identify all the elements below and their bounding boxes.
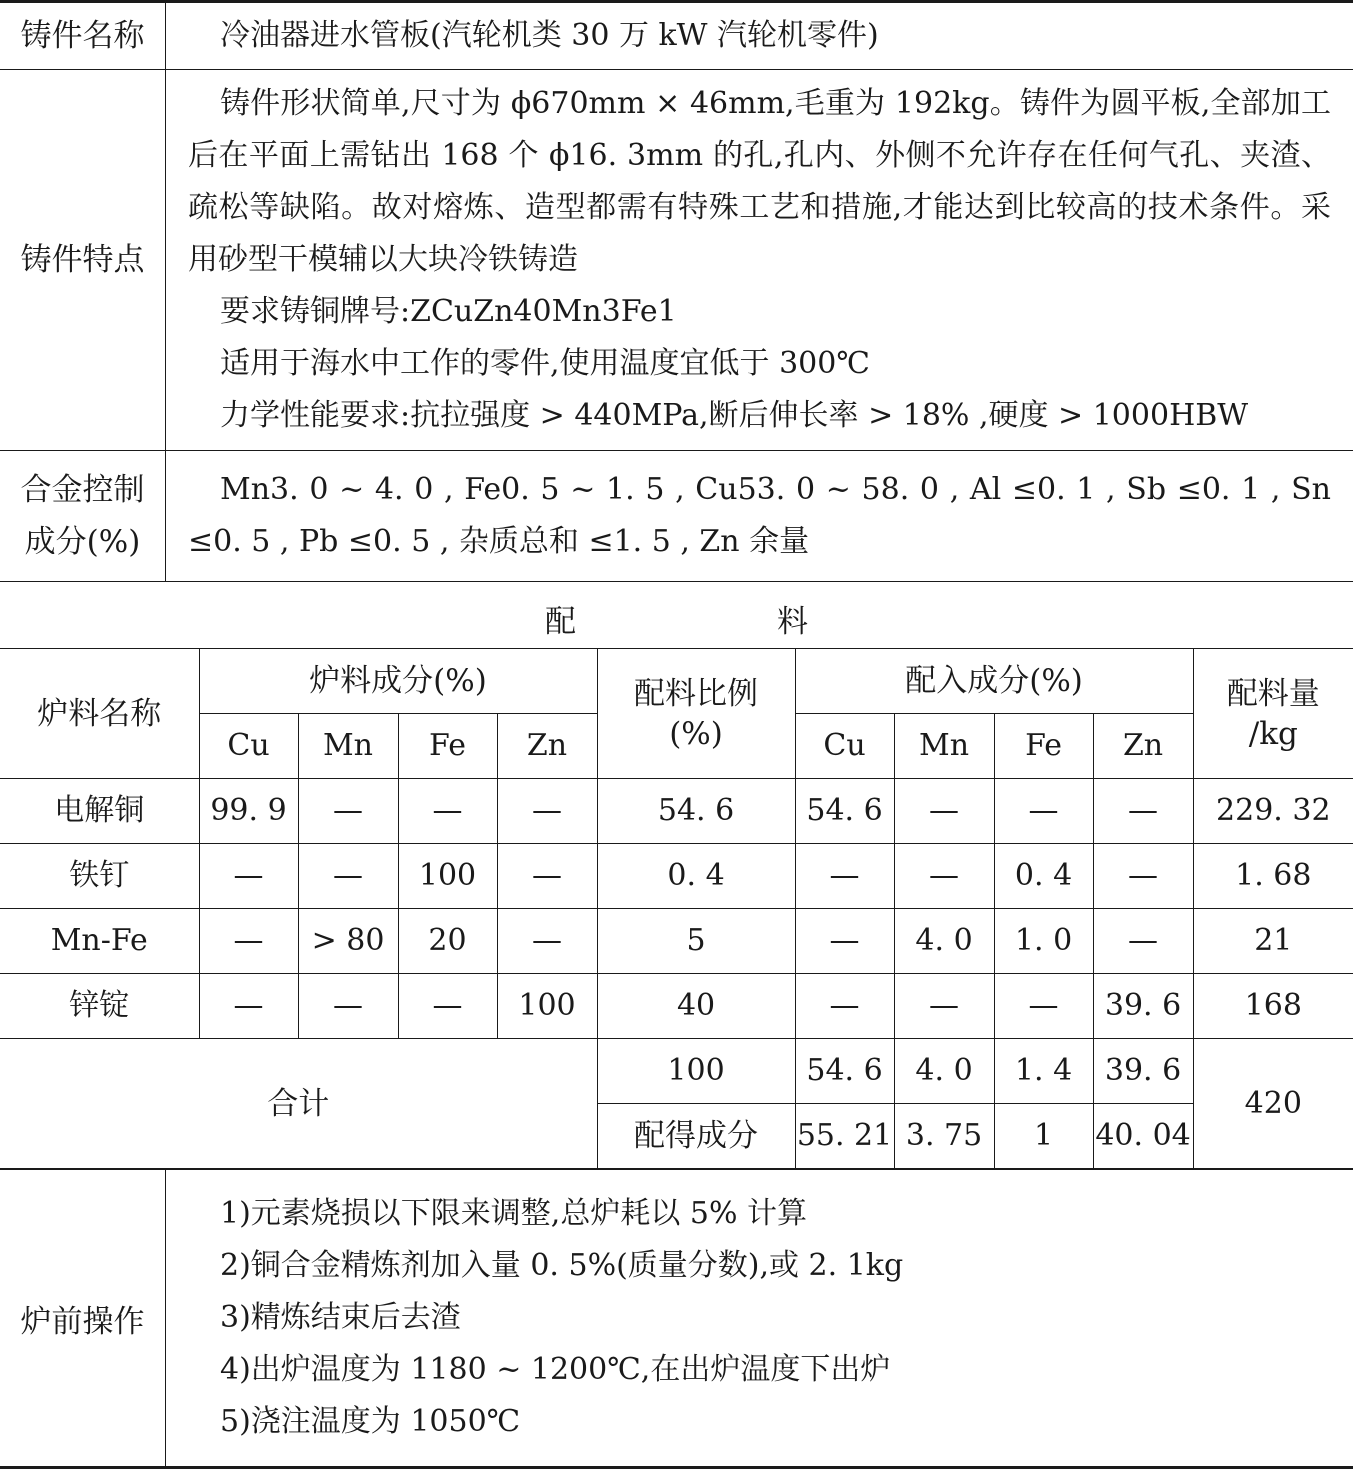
obtained-label: 配得成分 — [597, 1104, 795, 1169]
batching-title — [0, 582, 1353, 648]
furnace-operations-table — [0, 1169, 1353, 1469]
casting-name-value — [166, 2, 1353, 70]
casting-name-row — [0, 2, 1353, 70]
obtained-fe: 1 — [994, 1104, 1093, 1169]
header-amount-line1: 配料量 — [1226, 675, 1320, 712]
alloy-control-label — [0, 451, 166, 582]
total-added-fe: 1. 4 — [994, 1039, 1093, 1104]
table-row — [0, 844, 1353, 909]
charge-mn: — — [298, 844, 398, 909]
table-row — [0, 909, 1353, 974]
ratio: 54. 6 — [597, 779, 795, 844]
charge-zn: — — [497, 909, 597, 974]
header-material-name: 炉料名称 — [0, 649, 199, 779]
charge-fe: — — [398, 779, 497, 844]
added-mn: — — [894, 779, 994, 844]
table-row — [0, 779, 1353, 844]
batching-title-left: 配 — [545, 604, 576, 640]
furnace-operations-label: 炉前操作 — [0, 1170, 166, 1468]
total-added-zn: 39. 6 — [1093, 1039, 1193, 1104]
features-paragraph: 铸件形状简单,尺寸为 ϕ670mm × 46mm,毛重为 192kg。铸件为圆平板,全部加工后在平面上需钻出 168 个 ϕ16. 3mm 的孔,孔内、外侧不允许存在任何气孔、夹渣、疏松等缺陷。故对熔炼、造型都需有特殊工艺和措施,才能达到比较高的技术条件。采用砂型干模辅以大块冷铁铸造 — [188, 86, 1331, 277]
obtained-zn: 40. 04 — [1093, 1104, 1193, 1169]
total-label: 合计 — [0, 1039, 597, 1169]
ratio: 0. 4 — [597, 844, 795, 909]
charge-zn: — — [497, 844, 597, 909]
added-fe: — — [994, 974, 1093, 1039]
material-name: 铁钉 — [0, 844, 199, 909]
alloy-control-label-line1: 合金控制 — [20, 472, 145, 508]
added-fe: 1. 0 — [994, 909, 1093, 974]
header-amount-line2: /kg — [1248, 715, 1298, 752]
operation-step: 4)出炉温度为 1180 ~ 1200℃,在出炉温度下出炉 — [220, 1352, 891, 1387]
header-added-zn: Zn — [1093, 714, 1193, 779]
added-cu: — — [795, 844, 894, 909]
added-mn: — — [894, 844, 994, 909]
total-added-mn: 4. 0 — [894, 1039, 994, 1104]
obtained-mn: 3. 75 — [894, 1104, 994, 1169]
charge-zn: 100 — [497, 974, 597, 1039]
charge-fe: 20 — [398, 909, 497, 974]
amount: 229. 32 — [1193, 779, 1353, 844]
charge-cu: — — [199, 909, 298, 974]
charge-mn: — — [298, 974, 398, 1039]
added-fe: — — [994, 779, 1093, 844]
added-cu: — — [795, 909, 894, 974]
alloy-grade-requirement: 要求铸铜牌号:ZCuZn40Mn3Fe1 — [220, 294, 677, 329]
table-row — [0, 974, 1353, 1039]
operation-step: 2)铜合金精炼剂加入量 0. 5%(质量分数),或 2. 1kg — [220, 1248, 904, 1283]
header-ratio-line1: 配料比例 — [634, 675, 759, 712]
header-charge-fe: Fe — [398, 714, 497, 779]
charge-mn: > 80 — [298, 909, 398, 974]
added-zn: 39. 6 — [1093, 974, 1193, 1039]
casting-features-row — [0, 70, 1353, 451]
ratio: 40 — [597, 974, 795, 1039]
charge-mn: — — [298, 779, 398, 844]
alloy-control-label-line2: 成分(%) — [24, 524, 141, 560]
total-amount: 420 — [1193, 1039, 1353, 1169]
alloy-control-row — [0, 451, 1353, 582]
furnace-operations-body — [166, 1170, 1353, 1468]
header-added-mn: Mn — [894, 714, 994, 779]
obtained-cu: 55. 21 — [795, 1104, 894, 1169]
charge-cu: 99. 9 — [199, 779, 298, 844]
header-ratio-line2: (%) — [669, 715, 723, 752]
usage-note: 适用于海水中工作的零件,使用温度宜低于 300℃ — [220, 346, 870, 381]
charge-cu: — — [199, 974, 298, 1039]
material-name: Mn-Fe — [0, 909, 199, 974]
header-added-composition: 配入成分(%) — [795, 649, 1193, 714]
amount: 1. 68 — [1193, 844, 1353, 909]
amount: 168 — [1193, 974, 1353, 1039]
added-fe: 0. 4 — [994, 844, 1093, 909]
amount: 21 — [1193, 909, 1353, 974]
material-name: 锌锭 — [0, 974, 199, 1039]
operation-step: 5)浇注温度为 1050℃ — [220, 1404, 521, 1439]
added-zn: — — [1093, 779, 1193, 844]
header-charge-cu: Cu — [199, 714, 298, 779]
casting-info-table — [0, 0, 1353, 582]
added-mn: 4. 0 — [894, 909, 994, 974]
mechanical-requirement: 力学性能要求:抗拉强度 > 440MPa,断后伸长率 > 18% ,硬度 > 1000HBW — [220, 398, 1249, 433]
casting-name-label: 铸件名称 — [0, 2, 166, 70]
batching-title-right: 料 — [777, 604, 808, 640]
batching-table — [0, 648, 1353, 1169]
charge-fe: — — [398, 974, 497, 1039]
header-charge-mn: Mn — [298, 714, 398, 779]
casting-name-text: 冷油器进水管板(汽轮机类 30 万 kW 汽轮机零件) — [220, 18, 879, 53]
charge-cu: — — [199, 844, 298, 909]
operation-step: 3)精炼结束后去渣 — [220, 1300, 461, 1335]
operation-step: 1)元素烧损以下限来调整,总炉耗以 5% 计算 — [220, 1196, 807, 1231]
added-mn: — — [894, 974, 994, 1039]
added-cu: 54. 6 — [795, 779, 894, 844]
alloy-control-body — [166, 451, 1353, 582]
alloy-control-text: Mn3. 0 ~ 4. 0 , Fe0. 5 ~ 1. 5 , Cu53. 0 ~ 58. 0 , Al ≤0. 1 , Sb ≤0. 1 , Sn ≤0. 5 , Pb ≤0. 5 , 杂质总和 ≤1. 5 , Zn 余量 — [188, 472, 1331, 559]
total-added-cu: 54. 6 — [795, 1039, 894, 1104]
ratio: 5 — [597, 909, 795, 974]
total-row — [0, 1039, 1353, 1104]
casting-features-body — [166, 70, 1353, 451]
header-added-fe: Fe — [994, 714, 1093, 779]
header-charge-zn: Zn — [497, 714, 597, 779]
batching-header-row-1 — [0, 649, 1353, 714]
total-ratio: 100 — [597, 1039, 795, 1104]
header-added-cu: Cu — [795, 714, 894, 779]
added-zn: — — [1093, 909, 1193, 974]
charge-zn: — — [497, 779, 597, 844]
added-cu: — — [795, 974, 894, 1039]
header-ratio — [597, 649, 795, 779]
added-zn: — — [1093, 844, 1193, 909]
header-charge-composition: 炉料成分(%) — [199, 649, 597, 714]
header-amount — [1193, 649, 1353, 779]
material-name: 电解铜 — [0, 779, 199, 844]
charge-fe: 100 — [398, 844, 497, 909]
furnace-operations-row — [0, 1170, 1353, 1468]
casting-features-label: 铸件特点 — [0, 70, 166, 451]
